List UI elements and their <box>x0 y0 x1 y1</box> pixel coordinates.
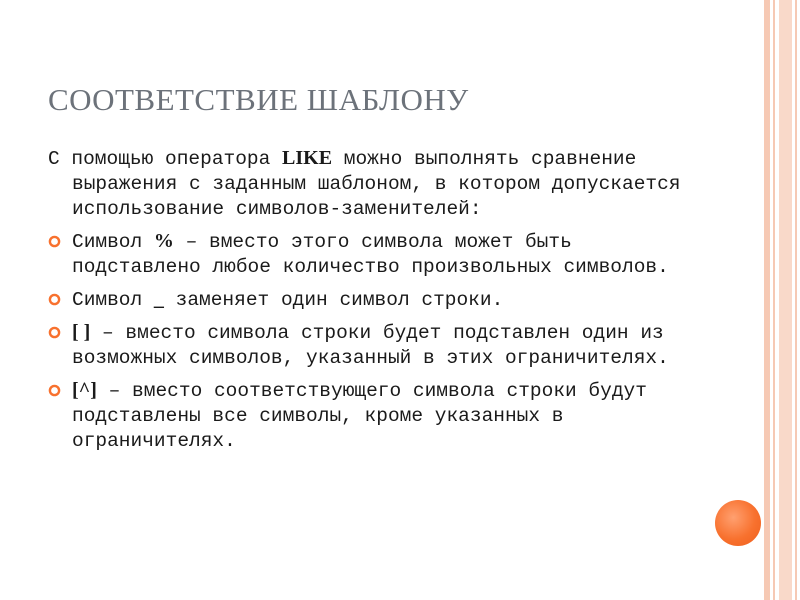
bullet-list <box>48 229 698 454</box>
bullet-text: – вместо соответствующего символа строки будут подставлены все символы, кроме указанных в ограничителях. <box>72 380 647 452</box>
stripe <box>779 0 792 600</box>
bullet-text: заменяет один символ строки. <box>163 289 504 311</box>
bullet-prefix: Символ <box>72 231 154 253</box>
bullet-symbol: _ <box>153 288 164 310</box>
list-item <box>48 287 698 313</box>
bullet-symbol: [^] <box>72 379 97 401</box>
intro-text-before: С помощью оператора <box>48 148 283 170</box>
bullet-symbol: [ ] <box>72 321 91 343</box>
slide-title: СООТВЕТСТВИЕ ШАБЛОНУ <box>48 82 469 117</box>
bullet-text: – вместо этого символа может быть подставлено любое количество произвольных символов. <box>72 231 669 278</box>
list-item <box>48 229 698 280</box>
intro-text-after: можно выполнять сравнение выражения с заданным шаблоном, в котором допускается использование символов-заменителей: <box>72 148 681 220</box>
like-keyword: LIKE <box>282 147 333 169</box>
bullet-prefix: Символ <box>72 289 154 311</box>
slide-body <box>48 146 698 461</box>
list-item <box>48 320 698 371</box>
stripe <box>773 0 775 600</box>
circle-outline-bullet-icon <box>48 293 61 306</box>
orange-circle-icon <box>715 500 761 546</box>
circle-outline-bullet-icon <box>48 384 61 397</box>
circle-outline-bullet-icon <box>48 326 61 339</box>
stripe <box>795 0 797 600</box>
circle-outline-bullet-icon <box>48 235 61 248</box>
stripe <box>764 0 770 600</box>
decorative-stripes <box>764 0 800 600</box>
bullet-symbol: % <box>153 230 174 252</box>
intro-paragraph <box>48 146 698 222</box>
bullet-text: – вместо символа строки будет подставлен один из возможных символов, указанный в этих ограничителях. <box>72 322 669 369</box>
list-item <box>48 378 698 454</box>
